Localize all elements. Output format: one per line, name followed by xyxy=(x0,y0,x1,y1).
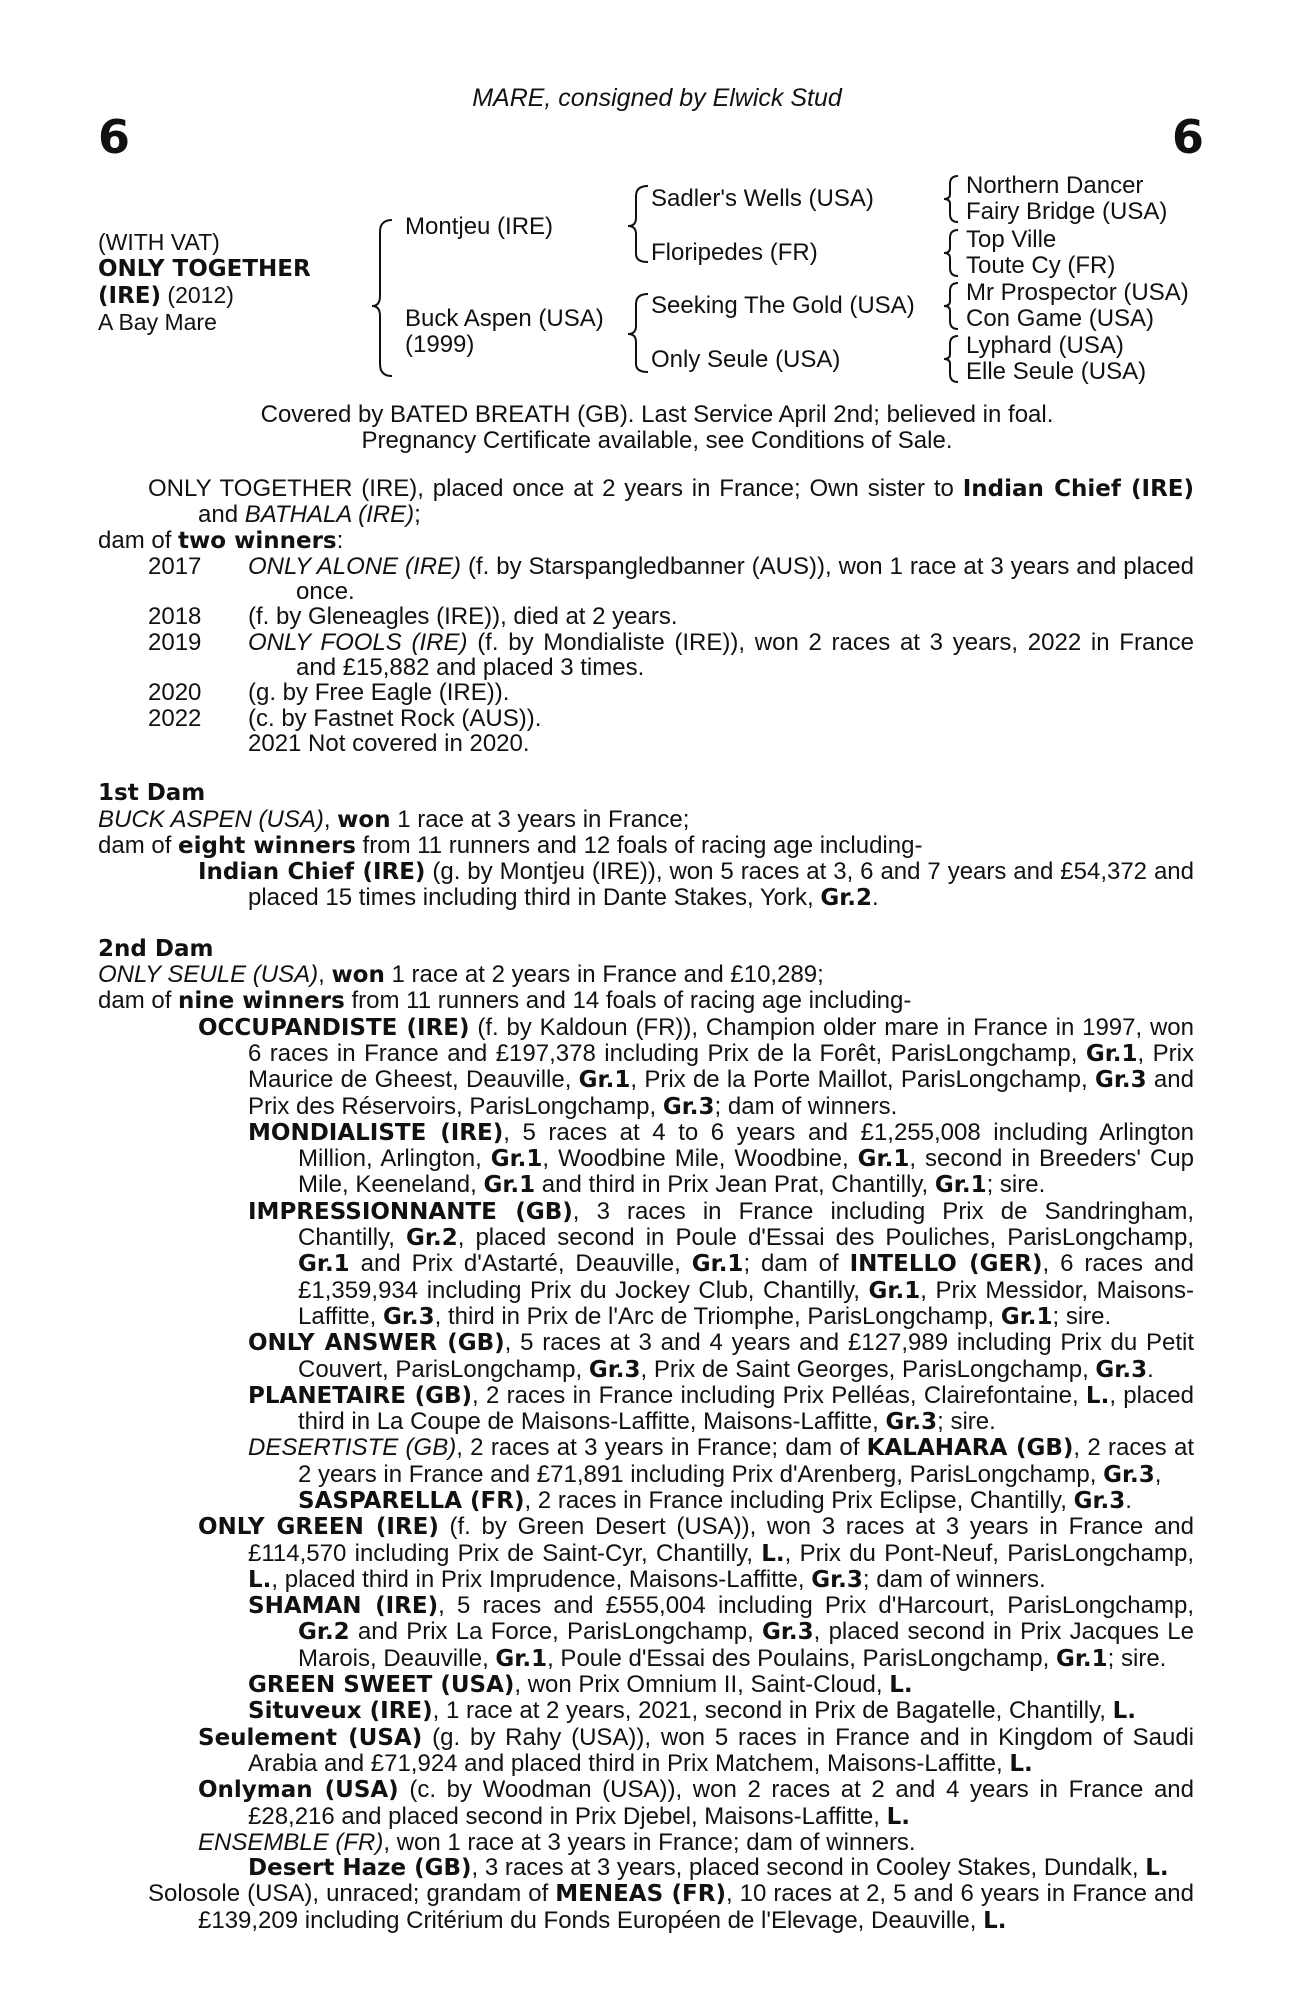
covering-note-1: Covered by BATED BREATH (GB). Last Service April 2nd; believed in foal. xyxy=(260,401,1054,428)
produce-entry: ENSEMBLE (FR), won 1 race at 3 years in France; dam of winners. xyxy=(198,1828,916,1856)
produce-row: 2020 (g. by Free Eagle (IRE)). xyxy=(148,679,510,707)
bracket-gen3-top xyxy=(628,186,648,262)
pedigree-gen3-2: Floripedes (FR) xyxy=(651,239,818,266)
pedigree-gen3-3: Seeking The Gold (USA) xyxy=(651,292,915,319)
pedigree-dam-year: (1999) xyxy=(405,331,475,358)
pedigree-gen4-7: Lyphard (USA) xyxy=(966,332,1124,359)
produce-row: 2018 (f. by Gleneagles (IRE)), died at 2 years. xyxy=(148,603,678,631)
bracket-gen4-2 xyxy=(944,230,958,276)
produce-entry: IMPRESSIONNANTE (GB), 3 races in France including Prix de Sandringham, Chantilly, Gr.2, placed second in Poule d'Essai des Pouliches, ParisLongchamp, Gr.1 and Prix d'Astarté, Deauville, Gr.1; dam of INTELLO (GER), 6 races and £1,359,934 including Prix du Jockey Club, Chantilly, Gr.1, Prix Messidor, Maisons-Laffitte, Gr.3, third in Prix de l'Arc de Triomphe, ParisLongchamp, Gr.1; sire. xyxy=(248,1197,1195,1330)
produce-entry: GREEN SWEET (USA), won Prix Omnium II, Saint-Cloud, L. xyxy=(248,1671,913,1699)
produce-entry: PLANETAIRE (GB), 2 races in France including Prix Pelléas, Clairefontaine, L., placed third in La Coupe de Maisons-Laffitte, Maisons-Laffitte, Gr.3; sire. xyxy=(248,1381,1195,1436)
produce-entry: Desert Haze (GB), 3 races at 3 years, placed second in Cooley Stakes, Dundalk, L. xyxy=(248,1854,1169,1882)
pedigree-gen4-1: Northern Dancer xyxy=(966,172,1144,199)
produce-entry: Onlyman (USA) (c. by Woodman (USA)), won 2 races at 2 and 4 years in France and £28,216 and placed second in Prix Djebel, Maisons-Laffitte, L. xyxy=(198,1776,1194,1830)
produce-entry: MONDIALISTE (IRE), 5 races at 4 to 6 years and £1,255,008 including Arlington Million, Arlington, Gr.1, Woodbine Mile, Woodbine, Gr.1, second in Breeders' Cup Mile, Keeneland, Gr.1 and third in Prix Jean Prat, Chantilly, Gr.1; sire. xyxy=(248,1118,1195,1199)
horse-year: (2012) xyxy=(167,282,234,308)
pedigree-sire: Montjeu (IRE) xyxy=(405,213,554,240)
bracket-gen2 xyxy=(372,220,392,376)
second-dam-line: ONLY SEULE (USA), won 1 race at 2 years in France and £10,289; xyxy=(98,961,824,989)
first-dam-produce-intro: dam of eight winners from 11 runners and 12 foals of racing age including- xyxy=(98,831,923,859)
produce-row: 2017 ONLY ALONE (IRE) (f. by Starspangledbanner (AUS)), won 1 race at 3 years and placed once. xyxy=(148,552,1194,606)
horse-link-indian-chief: Indian Chief (IRE) xyxy=(962,476,1195,502)
catalogue-body xyxy=(98,476,1194,1934)
covering-note-2: Pregnancy Certificate available, see Conditions of Sale. xyxy=(361,427,953,454)
produce-entry: ONLY GREEN (IRE) (f. by Green Desert (USA)), won 3 races at 3 years in France and £114,570 including Prix de Saint-Cyr, Chantilly, L., Prix du Pont-Neuf, ParisLongchamp, L., placed third in Prix Imprudence, Maisons-Laffitte, Gr.3; dam of winners. xyxy=(198,1513,1194,1593)
bracket-gen4-1 xyxy=(944,176,958,222)
first-dam-heading: 1st Dam xyxy=(98,780,206,807)
second-dam-produce-intro: dam of nine winners from 11 runners and 14 foals of racing age including- xyxy=(98,987,912,1015)
pedigree-gen3-1: Sadler's Wells (USA) xyxy=(651,185,874,212)
lot-number-right: 6 xyxy=(1172,110,1205,164)
horse-origin: (IRE) xyxy=(98,283,162,309)
produce-entry: Seulement (USA) (g. by Rahy (USA)), won 5 races in France and in Kingdom of Saudi Arabia and £71,924 and placed third in Prix Matchem, Maisons-Laffitte, L. xyxy=(198,1723,1194,1777)
intro-paragraph: ONLY TOGETHER (IRE), placed once at 2 years in France; Own sister to Indian Chief (IRE) and BATHALA (IRE); xyxy=(148,475,1195,529)
pedigree-gen4-8: Elle Seule (USA) xyxy=(966,358,1147,385)
horse-description: A Bay Mare xyxy=(98,309,217,335)
first-dam-line: BUCK ASPEN (USA), won 1 race at 3 years in France; xyxy=(98,805,690,833)
pedigree-gen4-6: Con Game (USA) xyxy=(966,305,1155,332)
produce-intro: dam of two winners: xyxy=(98,526,344,554)
vat-note: (WITH VAT) xyxy=(98,229,220,255)
pedigree-gen4-2: Fairy Bridge (USA) xyxy=(966,198,1168,225)
produce-entry: Situveux (IRE), 1 race at 2 years, 2021, second in Prix de Bagatelle, Chantilly, L. xyxy=(248,1697,1136,1725)
pedigree-gen3-4: Only Seule (USA) xyxy=(651,346,841,373)
consignment-header: MARE, consigned by Elwick Stud xyxy=(472,84,842,112)
bracket-gen4-3 xyxy=(944,283,958,329)
produce-row: 2022 (c. by Fastnet Rock (AUS)). xyxy=(148,704,542,732)
produce-entry: OCCUPANDISTE (IRE) (f. by Kaldoun (FR)), Champion older mare in France in 1997, won 6 races in France and £197,378 including Prix de la Forêt, ParisLongchamp, Gr.1, Prix Maurice de Gheest, Deauville, Gr.1, Prix de la Porte Maillot, ParisLongchamp, Gr.3 and Prix des Réservoirs, ParisLongchamp, Gr.3; dam of winners. xyxy=(198,1013,1194,1120)
produce-entry: DESERTISTE (GB), 2 races at 3 years in France; dam of KALAHARA (GB), 2 races at 2 years in France and £71,891 including Prix d'Arenberg, ParisLongchamp, Gr.3, xyxy=(248,1434,1194,1488)
produce-entry: SHAMAN (IRE), 5 races and £555,004 including Prix d'Harcourt, ParisLongchamp, Gr.2 and Prix La Force, ParisLongchamp, Gr.3, placed second in Prix Jacques Le Marois, Deauville, Gr.1, Poule d'Essai des Poulains, ParisLongchamp, Gr.1; sire. xyxy=(248,1592,1194,1672)
pedigree-gen4-4: Toute Cy (FR) xyxy=(966,252,1116,279)
horse-name: ONLY TOGETHER xyxy=(98,256,311,282)
pedigree-gen4-3: Top Ville xyxy=(966,226,1057,253)
second-dam-heading: 2nd Dam xyxy=(98,935,214,962)
produce-entry: SASPARELLA (FR), 2 races in France including Prix Eclipse, Chantilly, Gr.3. xyxy=(298,1486,1132,1514)
produce-row: 2019 ONLY FOOLS (IRE) (f. by Mondialiste (IRE)), won 2 races at 3 years, 2022 in France and £15,882 and placed 3 times. xyxy=(148,628,1194,682)
first-dam-winner: Indian Chief (IRE) (g. by Montjeu (IRE)), won 5 races at 3, 6 and 7 years and £54,372 and placed 15 times including third in Dante Stakes, York, Gr.2. xyxy=(198,858,1195,912)
produce-entry: Solosole (USA), unraced; grandam of MENEAS (FR), 10 races at 2, 5 and 6 years in France and £139,209 including Critérium du Fonds Européen de l'Elevage, Deauville, L. xyxy=(148,1880,1194,1934)
bracket-gen4-4 xyxy=(944,336,958,382)
pedigree-gen4-5: Mr Prospector (USA) xyxy=(966,279,1189,306)
bracket-gen3-bottom xyxy=(628,294,648,372)
produce-entry: ONLY ANSWER (GB), 5 races at 3 and 4 years and £127,989 including Prix du Petit Couvert, ParisLongchamp, Gr.3, Prix de Saint Georges, ParisLongchamp, Gr.3. xyxy=(248,1329,1194,1383)
lot-number-left: 6 xyxy=(98,110,131,164)
pedigree-dam: Buck Aspen (USA) xyxy=(405,305,604,332)
produce-list xyxy=(98,554,1194,756)
produce-row: 2021 Not covered in 2020. xyxy=(248,729,530,757)
